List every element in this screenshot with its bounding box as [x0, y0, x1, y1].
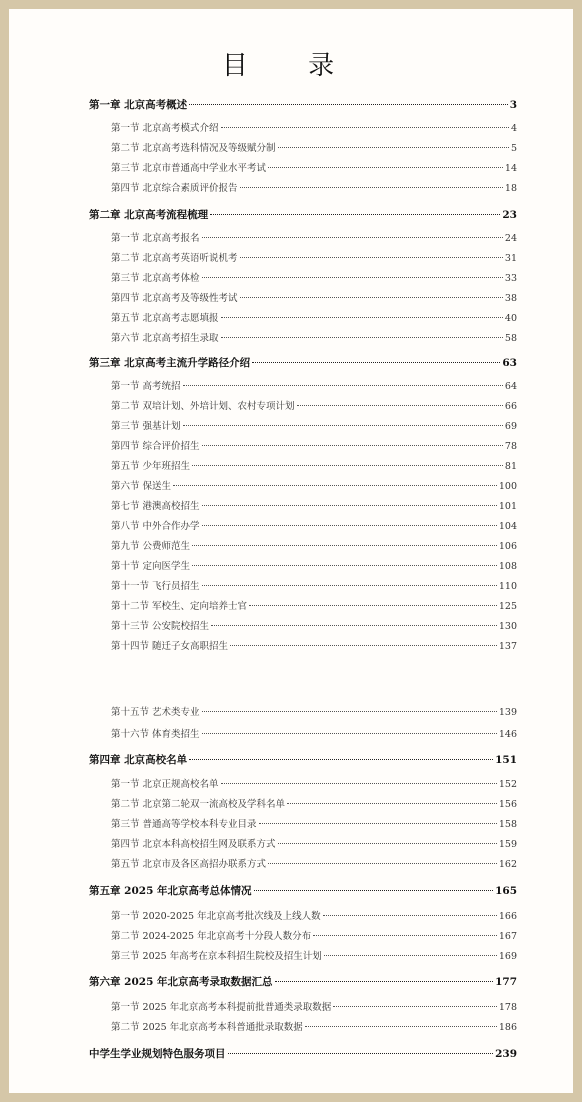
toc-section-entry [111, 180, 517, 194]
toc-entry-page-number: 18 [504, 183, 517, 194]
toc-entry-page-number: 108 [498, 561, 517, 572]
toc-entry-label: 第一节 2020-2025 年北京高考批次线及上线人数 [111, 911, 321, 922]
toc-entry-page-number: 137 [498, 641, 517, 652]
toc-section-entry [111, 140, 517, 154]
toc-entry-page-number: 66 [504, 401, 517, 412]
dot-leader [240, 187, 503, 188]
toc-entry-label: 第一节 北京高考报名 [111, 233, 200, 244]
dot-leader [202, 445, 503, 446]
dot-leader [305, 1026, 497, 1027]
dot-leader [202, 505, 497, 506]
toc-section-entry [111, 438, 517, 452]
toc-entry-page-number: 159 [498, 839, 517, 850]
toc-entry-page-number: 38 [504, 293, 517, 304]
toc-entry-page-number: 239 [495, 1048, 517, 1060]
toc-entry-page-number: 31 [504, 253, 517, 264]
toc-entry-label: 第八节 中外合作办学 [111, 521, 200, 532]
dot-leader [183, 425, 503, 426]
toc-entry-page-number: 156 [498, 799, 517, 810]
toc-entry-page-number: 165 [495, 885, 517, 897]
toc-section-entry [111, 310, 517, 324]
toc-entry-label: 第二节 双培计划、外培计划、农村专项计划 [111, 401, 295, 412]
toc-entry-label: 第四节 北京本科高校招生网及联系方式 [111, 839, 276, 850]
toc-section-entry [111, 270, 517, 284]
toc-entry-page-number: 24 [504, 233, 517, 244]
dot-leader [297, 405, 503, 406]
toc-entry-page-number: 162 [498, 859, 517, 870]
toc-section-entry [111, 120, 517, 134]
toc-entry-page-number: 152 [498, 779, 517, 790]
toc-section-entry [111, 378, 517, 392]
toc-entry-page-number: 40 [504, 313, 517, 324]
toc-entry-label: 第六节 北京高考招生录取 [111, 333, 219, 344]
toc-section-entry [111, 290, 517, 304]
toc-section-entry [111, 948, 517, 962]
toc-entry-label: 第一节 北京高考模式介绍 [111, 123, 219, 134]
toc-entry-page-number: 130 [498, 621, 517, 632]
dot-leader [202, 525, 497, 526]
dot-leader [268, 167, 503, 168]
toc-entry-label: 第四节 北京高考及等级性考试 [111, 293, 238, 304]
toc-entry-page-number: 125 [498, 601, 517, 612]
toc-entry-page-number: 3 [509, 99, 517, 111]
toc-entry-page-number: 23 [502, 209, 517, 221]
toc-section-entry [111, 558, 517, 572]
toc-entry-label: 第九节 公费师范生 [111, 541, 191, 552]
dot-leader [221, 783, 497, 784]
toc-section-entry [111, 1019, 517, 1033]
dot-leader [192, 545, 497, 546]
dot-leader [189, 104, 508, 105]
toc-entry-label: 第一节 高考统招 [111, 381, 181, 392]
toc-chapter-entry [89, 207, 517, 222]
toc-entry-label: 第三节 北京市普通高中学业水平考试 [111, 163, 267, 174]
dot-leader [192, 465, 503, 466]
toc-entry-page-number: 151 [495, 754, 517, 766]
toc-entry-page-number: 69 [504, 421, 517, 432]
toc-entry-page-number: 101 [498, 501, 517, 512]
dot-leader [221, 127, 509, 128]
toc-section-entry [111, 330, 517, 344]
toc-entry-label: 第十六节 体育类招生 [111, 729, 200, 740]
dot-leader [202, 237, 503, 238]
toc-entry-label: 第十三节 公安院校招生 [111, 621, 210, 632]
toc-section-entry [111, 638, 517, 652]
dot-leader [287, 803, 497, 804]
toc-entry-page-number: 146 [498, 729, 517, 740]
dot-leader [183, 385, 503, 386]
toc-entry-label: 第一节 2025 年北京高考本科提前批普通类录取数据 [111, 1002, 332, 1013]
dot-leader [210, 214, 500, 215]
dot-leader [278, 843, 497, 844]
toc-entry-label: 第四节 综合评价招生 [111, 441, 200, 452]
toc-entry-page-number: 33 [504, 273, 517, 284]
toc-entry-page-number: 167 [498, 931, 517, 942]
toc-chapter-entry [89, 97, 517, 112]
toc-section-entry [111, 816, 517, 830]
dot-leader [249, 605, 497, 606]
toc-section-entry [111, 418, 517, 432]
toc-entry-page-number: 169 [498, 951, 517, 962]
dot-leader [254, 890, 494, 891]
toc-chapter-entry [89, 974, 517, 989]
toc-entry-label: 第三节 2025 年高考在京本科招生院校及招生计划 [111, 951, 322, 962]
dot-leader [228, 1053, 494, 1054]
dot-leader [252, 362, 500, 363]
toc-entry-page-number: 158 [498, 819, 517, 830]
dot-leader [240, 257, 503, 258]
toc-entry-label: 第十四节 随迁子女高职招生 [111, 641, 229, 652]
toc-section-entry [111, 230, 517, 244]
toc-chapter-entry [89, 883, 517, 898]
toc-entry-page-number: 5 [510, 143, 517, 154]
toc-section-entry [111, 250, 517, 264]
toc-entry-page-number: 139 [498, 707, 517, 718]
toc-entry-label: 第五章 2025 年北京高考总体情况 [89, 885, 252, 897]
toc-entry-label: 第十一节 飞行员招生 [111, 581, 200, 592]
toc-entry-label: 第七节 港澳高校招生 [111, 501, 200, 512]
toc-section-entry [111, 928, 517, 942]
toc-entry-page-number: 81 [504, 461, 517, 472]
dot-leader [240, 297, 503, 298]
toc-section-entry [111, 578, 517, 592]
toc-section-entry [111, 796, 517, 810]
dot-leader [221, 337, 503, 338]
table-of-contents [9, 9, 582, 1111]
toc-entry-page-number: 178 [498, 1002, 517, 1013]
toc-entry-label: 中学生学业规划特色服务项目 [89, 1048, 226, 1060]
toc-section-entry [111, 999, 517, 1013]
toc-entry-label: 第四章 北京高校名单 [89, 754, 188, 766]
toc-entry-label: 第五节 少年班招生 [111, 461, 191, 472]
toc-chapter-entry [89, 752, 517, 767]
dot-leader [313, 935, 497, 936]
toc-chapter-entry [89, 1046, 517, 1061]
toc-entry-page-number: 106 [498, 541, 517, 552]
toc-entry-label: 第六章 2025 年北京高考录取数据汇总 [89, 976, 273, 988]
toc-section-entry [111, 478, 517, 492]
dot-leader [323, 915, 497, 916]
toc-entry-page-number: 166 [498, 911, 517, 922]
toc-section-entry [111, 160, 517, 174]
toc-entry-label: 第二节 北京第二轮双一流高校及学科名单 [111, 799, 286, 810]
dot-leader [333, 1006, 497, 1007]
page-title: 目 录 [221, 51, 361, 81]
toc-entry-page-number: 100 [498, 481, 517, 492]
toc-entry-page-number: 177 [495, 976, 517, 988]
toc-entry-page-number: 104 [498, 521, 517, 532]
toc-entry-label: 第三节 北京高考体检 [111, 273, 200, 284]
dot-leader [275, 981, 494, 982]
toc-section-entry [111, 498, 517, 512]
dot-leader [202, 277, 503, 278]
toc-entry-page-number: 4 [510, 123, 517, 134]
dot-leader [324, 955, 497, 956]
toc-section-entry [111, 836, 517, 850]
dot-leader [211, 625, 497, 626]
dot-leader [202, 733, 497, 734]
toc-entry-label: 第十节 定向医学生 [111, 561, 191, 572]
toc-entry-label: 第三章 北京高考主流升学路径介绍 [89, 357, 251, 369]
toc-entry-page-number: 58 [504, 333, 517, 344]
toc-entry-label: 第五节 北京市及各区高招办联系方式 [111, 859, 267, 870]
toc-entry-label: 第二节 2024-2025 年北京高考十分段人数分布 [111, 931, 312, 942]
toc-chapter-entry [89, 355, 517, 370]
toc-section-entry [111, 704, 517, 718]
toc-entry-page-number: 78 [504, 441, 517, 452]
dot-leader [173, 485, 497, 486]
toc-entry-page-number: 14 [504, 163, 517, 174]
toc-section-entry [111, 458, 517, 472]
toc-entry-label: 第四节 北京综合素质评价报告 [111, 183, 238, 194]
toc-section-entry [111, 538, 517, 552]
toc-entry-label: 第六节 保送生 [111, 481, 172, 492]
toc-section-entry [111, 726, 517, 740]
toc-section-entry [111, 618, 517, 632]
toc-entry-label: 第二节 2025 年北京高考本科普通批录取数据 [111, 1022, 303, 1033]
dot-leader [202, 585, 497, 586]
toc-entry-page-number: 63 [502, 357, 517, 369]
dot-leader [268, 863, 497, 864]
toc-entry-page-number: 110 [498, 581, 517, 592]
dot-leader [278, 147, 509, 148]
dot-leader [259, 823, 497, 824]
toc-entry-label: 第二章 北京高考流程梳理 [89, 209, 209, 221]
toc-entry-label: 第五节 北京高考志愿填报 [111, 313, 219, 324]
toc-entry-page-number: 64 [504, 381, 517, 392]
toc-entry-label: 第二节 北京高考选科情况及等级赋分制 [111, 143, 276, 154]
toc-entry-label: 第一章 北京高考概述 [89, 99, 188, 111]
dot-leader [221, 317, 503, 318]
toc-section-entry [111, 398, 517, 412]
dot-leader [189, 759, 493, 760]
dot-leader [202, 711, 497, 712]
toc-entry-label: 第十五节 艺术类专业 [111, 707, 200, 718]
toc-section-entry [111, 598, 517, 612]
toc-entry-page-number: 186 [498, 1022, 517, 1033]
toc-section-entry [111, 518, 517, 532]
toc-entry-label: 第三节 强基计划 [111, 421, 181, 432]
toc-entry-label: 第三节 普通高等学校本科专业目录 [111, 819, 257, 830]
toc-entry-label: 第十二节 军校生、定向培养士官 [111, 601, 248, 612]
dot-leader [192, 565, 497, 566]
toc-section-entry [111, 908, 517, 922]
toc-entry-label: 第二节 北京高考英语听说机考 [111, 253, 238, 264]
toc-section-entry [111, 776, 517, 790]
toc-entry-label: 第一节 北京正规高校名单 [111, 779, 219, 790]
toc-section-entry [111, 856, 517, 870]
dot-leader [230, 645, 497, 646]
